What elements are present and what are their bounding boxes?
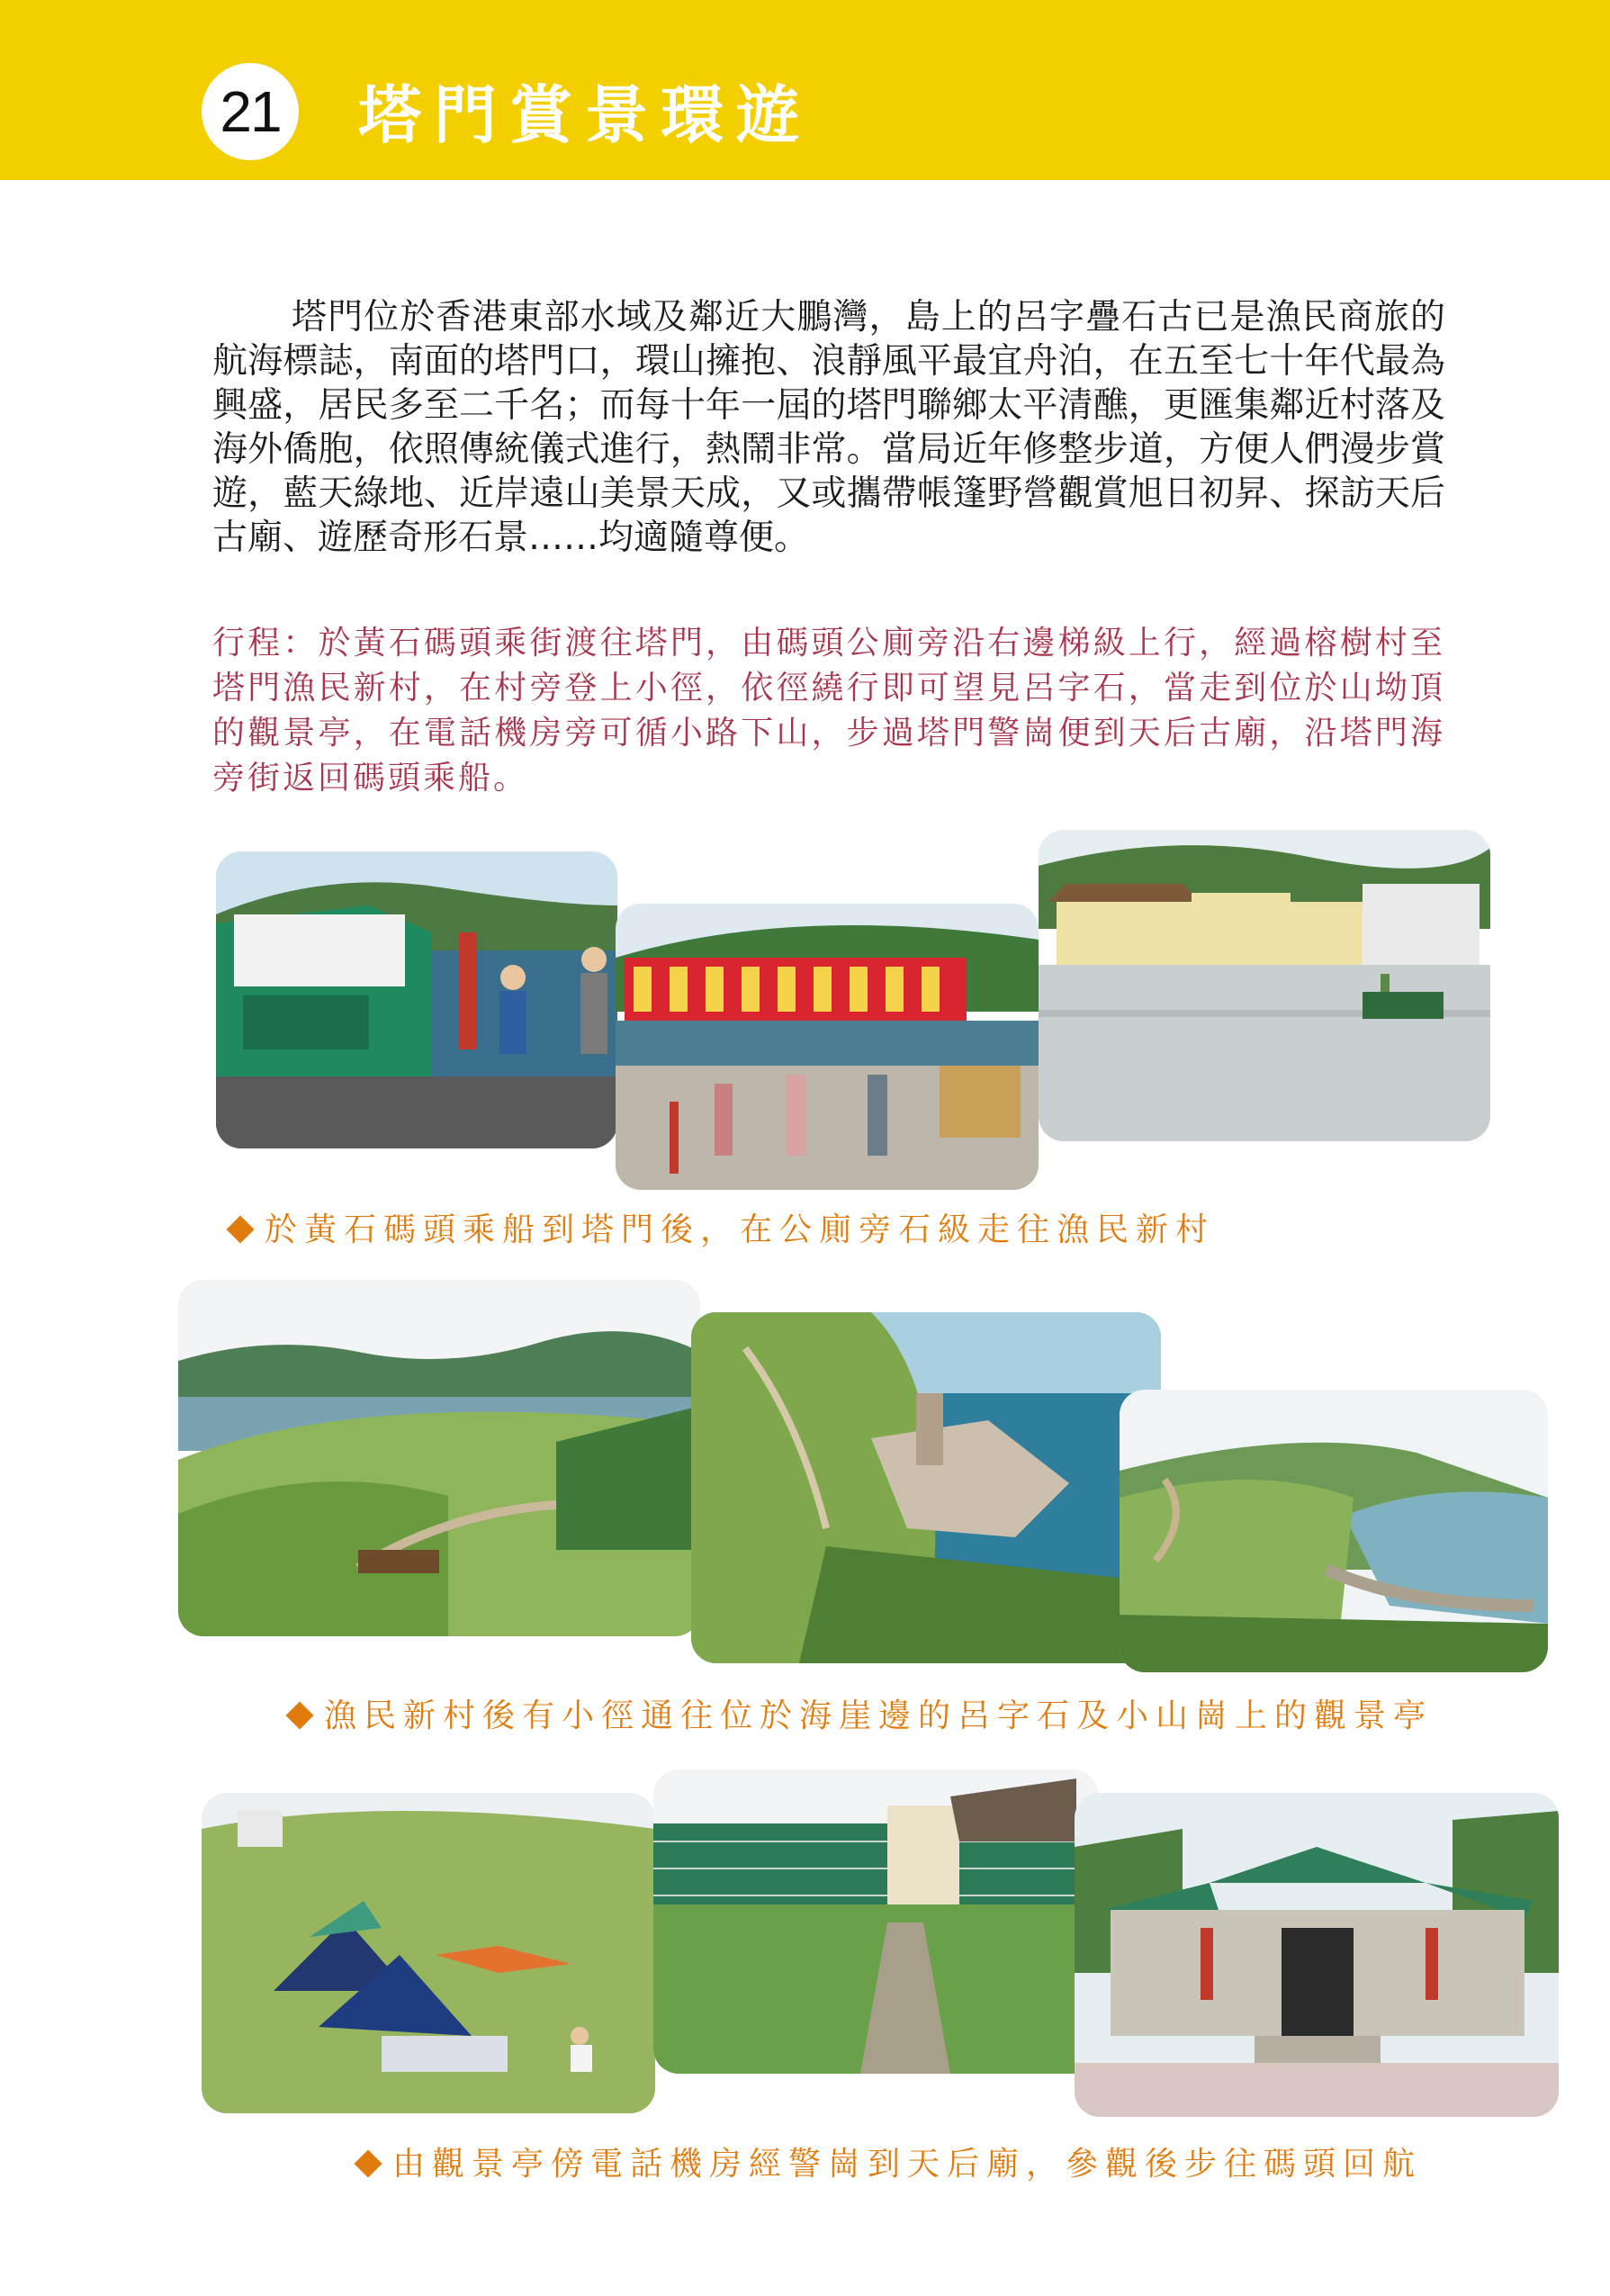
photo-coastal-hill — [1120, 1390, 1548, 1672]
diamond-bullet-icon — [226, 1215, 254, 1243]
caption-row-2: 漁民新村後有小徑通往位於海崖邊的呂字石及小山崗上的觀景亭 — [290, 1696, 1433, 1737]
photo-hillside-path — [178, 1280, 700, 1636]
page-title: 塔門賞景環遊 — [358, 77, 812, 152]
photo-ferry-boarding — [216, 851, 617, 1148]
diamond-bullet-icon — [354, 2149, 382, 2177]
photo-fishermen-village — [1039, 830, 1490, 1141]
intro-paragraph: 塔門位於香港東部水域及鄰近大鵬灣，島上的呂字疊石古已是漁民商旅的航海標誌，南面的塔門口，環山擁抱、浪靜風平最宜舟泊，在五至七十年代最為興盛，居民多至二千名；而每十年一屆的塔門聯鄉太平清醮，更匯集鄰近村落及海外僑胞，依照傳統儀式進行，熱鬧非常。當局近年修整步道，方便人們漫步賞遊，藍天綠地、近岸遠山美景天成，又或攜帶帳篷野營觀賞旭日初昇、探訪天后古廟、遊歷奇形石景……均適隨尊便。 — [212, 297, 1445, 558]
route-paragraph: 行程：於黃石碼頭乘街渡往塔門，由碼頭公廁旁沿右邊梯級上行，經過榕樹村至塔門漁民新村，在村旁登上小徑，依徑繞行即可望見呂字石，當走到位於山坳頂的觀景亭，在電話機房旁可循小路下山，步過塔門警崗便到天后古廟，沿塔門海旁街返回碼頭乘船。 — [212, 625, 1445, 797]
diamond-bullet-icon — [285, 1701, 313, 1729]
caption-row-3: 由觀景亭傍電話機房經警崗到天后廟，參觀後步往碼頭回航 — [358, 2144, 1422, 2185]
photo-tin-hau-temple — [1075, 1793, 1559, 2117]
chapter-number: 21 — [202, 63, 299, 160]
header-bar — [0, 0, 1610, 180]
photo-pier-banners — [616, 904, 1039, 1190]
photo-camping-tents — [202, 1793, 655, 2113]
caption-row-1: 於黃石碼頭乘船到塔門後，在公廁旁石級走往漁民新村 — [230, 1210, 1215, 1251]
photo-police-post — [653, 1769, 1098, 2074]
photo-lui-rock — [691, 1312, 1161, 1663]
